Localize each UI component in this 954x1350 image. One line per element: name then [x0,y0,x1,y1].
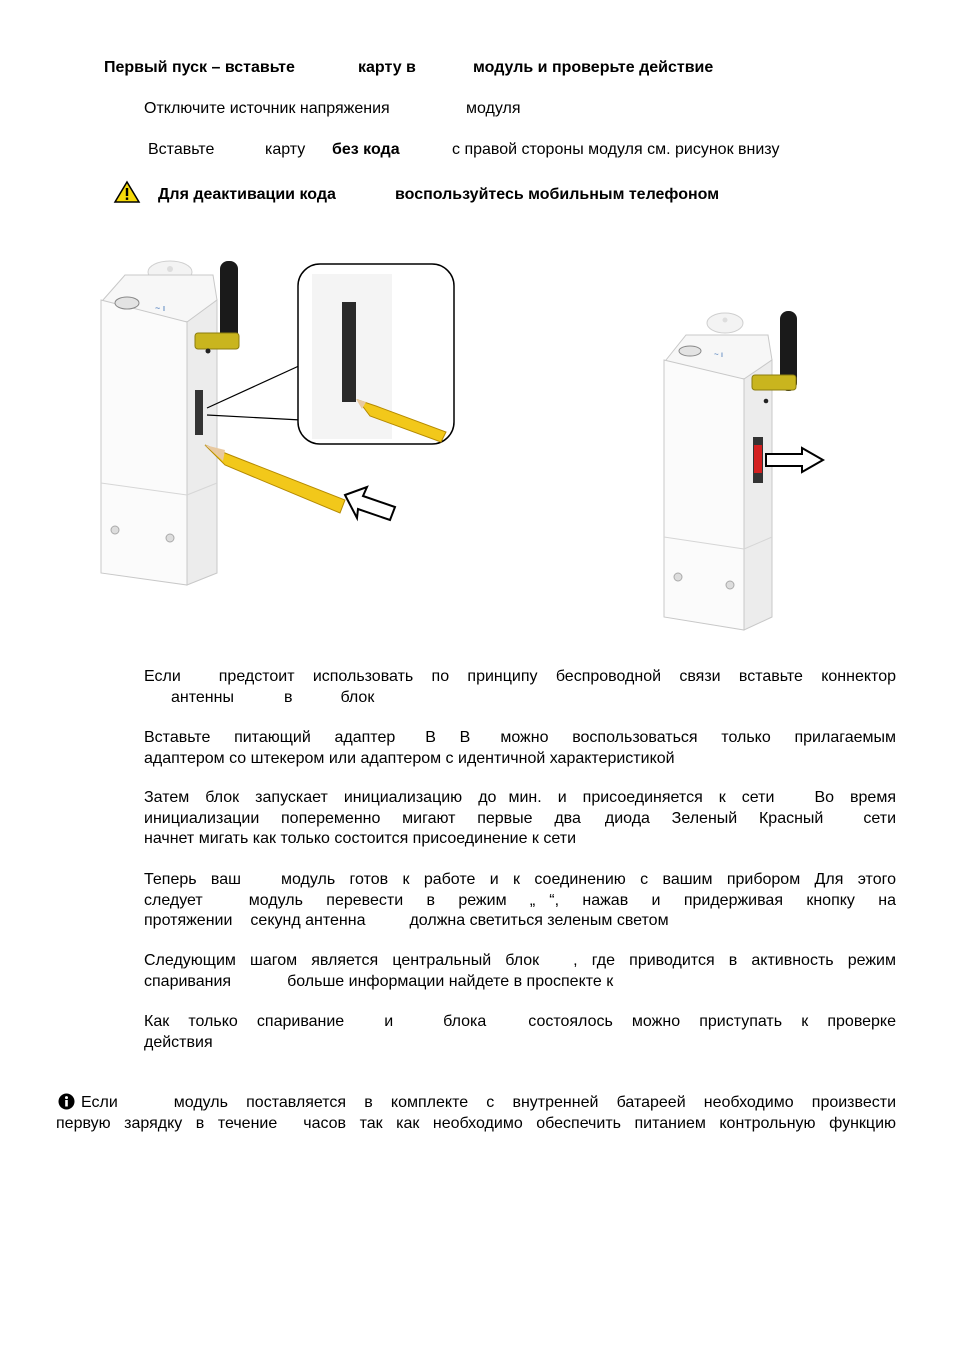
para-d-text-6: протяжении [144,912,233,929]
para-d-text-2: модуль готов к работе и к соединению с вашим прибором Для этого [280,871,896,888]
para-b-text-2: В В [425,729,471,746]
para-f-text-2: и [384,1013,394,1030]
warning-triangle-icon [113,180,141,204]
svg-text:~ ı: ~ ı [714,350,724,359]
card-slot-zoom-callout [296,262,456,448]
para-a-text-4: в [283,688,293,706]
module-eject-card-illustration [660,305,830,635]
para-d-text-4: модуль перевести в режим „ [248,891,536,909]
note-text-3: первую зарядку в течение [56,1114,278,1132]
para-b-text-1: Вставьте питающий адаптер [144,729,396,746]
para-a-text-2: предстоит использовать по принципу беспроводной связи вставьте коннектор [218,668,896,685]
para-c-text-3: Во время [814,789,896,806]
para-a-text-3: антенны [171,688,234,706]
note-text-4: часов так как необходимо обеспечить питанием контрольную функцию [303,1114,896,1132]
paragraph-pairing [144,1012,896,1053]
para-d-text-1: Теперь ваш [144,871,241,888]
para-e-text-2: , где приводится в активность режим [573,952,896,969]
para-b-text-4: адаптером со штекером или адаптером с идентичной характеристикой [144,749,675,767]
para-f-text-5: действия [144,1033,213,1051]
step2-text-4: с правой стороны модуля см. рисунок внизу [452,141,780,158]
step1-text-2: модуля [466,100,521,117]
step2-text-1: Вставьте [148,141,215,158]
note-text-1: Если [81,1094,118,1111]
paragraph-initialization [144,788,896,850]
para-c-text-1: Затем блок запускает инициализацию до [144,789,497,806]
warning-text-1: Для деактивации кода [158,186,336,203]
para-e-text-3: спаривания [144,972,232,990]
para-c-text-5: диода Зеленый Красный [604,809,824,827]
para-b-text-3: можно воспользоваться только прилагаемым [500,729,896,746]
paragraph-adapter [144,728,896,769]
paragraph-antenna [144,667,896,708]
step2-text-bold: без кода [332,141,400,158]
para-c-text-4: инициализации попеременно мигают первые два [144,809,581,827]
para-e-text-1: Следующим шагом является центральный блок [144,952,540,969]
para-c-text-6: сети [863,809,897,827]
para-d-text-5: “, нажав и придерживая кнопку на [549,891,896,909]
note-battery [56,1093,896,1134]
para-d-text-7: секунд антенна [250,912,366,929]
step2-text-2: карту [265,141,306,158]
para-d-text-8: должна светиться зеленым светом [409,912,669,929]
note-text-2: модуль поставляется в комплекте с внутренней батареей необходимо произвести [173,1094,896,1111]
heading-part-3: модуль и проверьте действие [473,59,714,76]
para-d-text-3: следует [144,891,203,909]
svg-text:~ ı: ~ ı [155,303,166,313]
paragraph-central-unit [144,951,896,992]
heading-part-2: карту в [358,59,416,76]
para-e-text-4: больше информации найдете в проспекте к [287,972,614,990]
para-a-text-5: блок [340,688,375,706]
paragraph-ready [144,870,896,932]
para-f-text-3: блока [443,1013,487,1030]
para-a-word-1: Если [144,668,181,685]
para-f-text-4: состоялось можно приступать к проверке [528,1013,897,1030]
step1-text-1: Отключите источник напряжения [144,100,390,117]
warning-text-2: воспользуйтесь мобильным телефоном [395,186,720,203]
heading-part-1: Первый пуск – вставьте [104,59,295,76]
para-c-text-7: начнет мигать как только состоится присоединение к сети [144,830,577,847]
para-f-text-1: Как только спаривание [144,1013,345,1030]
para-c-text-2: мин. и присоединяется к сети [508,789,775,806]
